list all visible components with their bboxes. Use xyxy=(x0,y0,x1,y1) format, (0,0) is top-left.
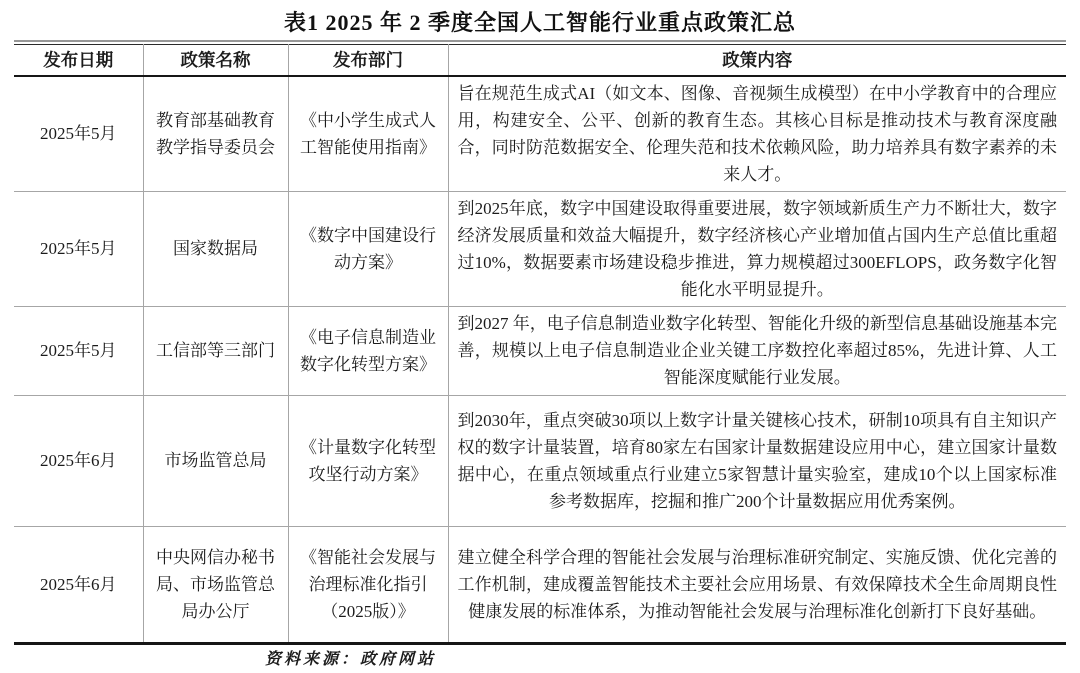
cell-publish-date: 2025年5月 xyxy=(14,306,143,395)
cell-policy-name: 国家数据局 xyxy=(143,191,288,306)
cell-policy-name: 教育部基础教育教学指导委员会 xyxy=(143,76,288,192)
table-top-rule xyxy=(14,40,1066,42)
table-row xyxy=(14,76,1066,192)
cell-policy-content: 建立健全科学合理的智能社会发展与治理标准研究制定、实施反馈、优化完善的工作机制，建成覆盖智能技术主要社会应用场景、有效保障技术全生命周期良性健康发展的标准体系，为推动智能社会发展与治理标准化创新打下良好基础。 xyxy=(457,547,1057,621)
policy-table xyxy=(14,40,1066,645)
cell-publish-date: 2025年6月 xyxy=(14,395,143,526)
cell-issuing-dept: 《计量数字化转型攻坚行动方案》 xyxy=(288,395,448,526)
cell-policy-content: 到2027 年，电子信息制造业数字化转型、智能化升级的新型信息基础设施基本完善，规模以上电子信息制造业企业关键工序数控化率超过85%，先进计算、人工智能深度赋能行业发展。 xyxy=(448,306,1066,395)
header-issuing-dept: 发布部门 xyxy=(288,45,448,76)
cell-issuing-dept: 《数字中国建设行动方案》 xyxy=(288,191,448,306)
cell-issuing-dept: 《电子信息制造业数字化转型方案》 xyxy=(288,306,448,395)
cell-policy-name: 工信部等三部门 xyxy=(143,306,288,395)
cell-publish-date: 2025年5月 xyxy=(14,191,143,306)
table-row xyxy=(14,306,1066,395)
table-title: 表1 2025 年 2 季度全国人工智能行业重点政策汇总 xyxy=(283,10,796,35)
cell-policy-name: 中央网信办秘书局、市场监管总局办公厅 xyxy=(143,526,288,642)
header-publish-date: 发布日期 xyxy=(14,45,143,76)
table-bottom-rule xyxy=(14,642,1066,645)
cell-policy-content: 到2030年，重点突破30项以上数字计量关键核心技术，研制10项具有自主知识产权的数字计量装置，培育80家左右国家计量数据建设应用中心，建立国家计量数据中心，在重点领域重点行业建立5家智慧计量实验室，建成10个以上国家标准参考数据库，挖掘和推广200个计量数据应用优秀案例。 xyxy=(448,395,1066,526)
source-note: 资料来源：政府网站 xyxy=(265,651,437,668)
table-row xyxy=(14,191,1066,306)
policy-table-grid xyxy=(14,44,1066,642)
policy-table-body xyxy=(14,76,1066,643)
table-row xyxy=(14,395,1066,526)
cell-publish-date: 2025年6月 xyxy=(14,526,143,642)
header-policy-content: 政策内容 xyxy=(448,45,1066,76)
cell-publish-date: 2025年5月 xyxy=(14,76,143,192)
header-policy-name: 政策名称 xyxy=(143,45,288,76)
cell-issuing-dept: 《中小学生成式人工智能使用指南》 xyxy=(288,76,448,192)
header-row xyxy=(14,45,1066,76)
cell-policy-name: 市场监管总局 xyxy=(143,395,288,526)
cell-issuing-dept: 《智能社会发展与治理标准化指引（2025版）》 xyxy=(288,526,448,642)
cell-policy-content: 旨在规范生成式AI（如文本、图像、音视频生成模型）在中小学教育中的合理应用，构建安全、公平、创新的教育生态。其核心目标是推动技术与教育深度融合，同时防范数据安全、伦理失范和技术依赖风险，助力培养具有数字素养的未来人才。 xyxy=(448,76,1066,192)
cell-policy-content: 到2025年底，数字中国建设取得重要进展，数字领域新质生产力不断壮大，数字经济发展质量和效益大幅提升，数字经济核心产业增加值占国内生产总值比重超过10%，数据要素市场建设稳步推进，算力规模超过300EFLOPS，政务数字化智能化水平明显提升。 xyxy=(448,191,1066,306)
table-row xyxy=(14,526,1066,642)
